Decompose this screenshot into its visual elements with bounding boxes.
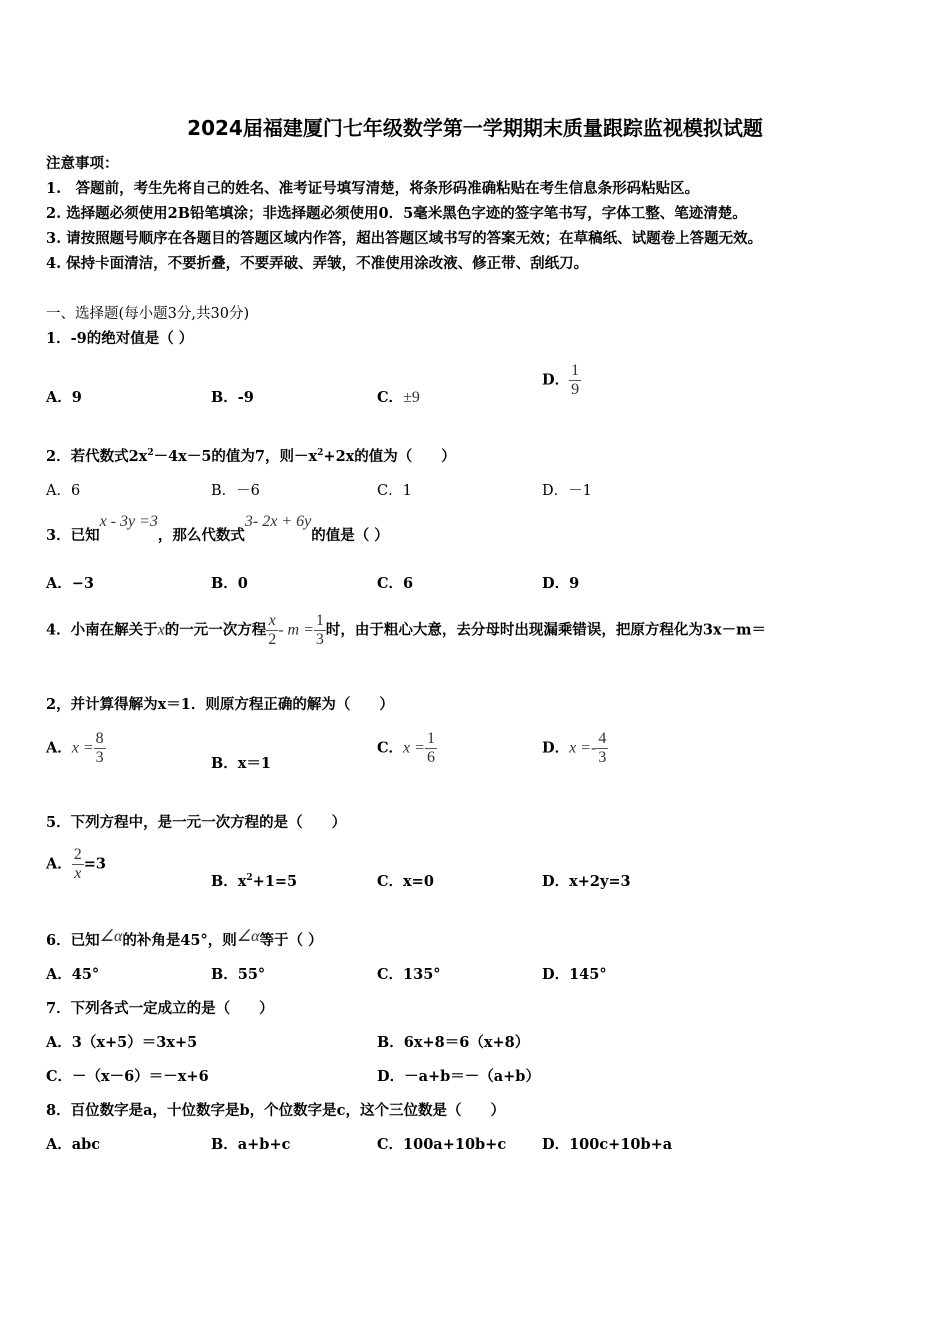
t: 2	[147, 448, 154, 459]
notice-heading: 注意事项：	[46, 155, 119, 172]
t: B．x	[211, 873, 247, 890]
t: =3	[83, 855, 107, 873]
q6-option-b: B．55°	[211, 966, 266, 983]
section-heading: 一、选择题(每小题3分,共30分)	[46, 306, 250, 322]
t: 的补角是45°，则	[122, 932, 237, 949]
q8-option-c: C．100a+10b+c	[377, 1136, 507, 1153]
q6-option-d: D．145°	[542, 966, 607, 983]
t: x =	[71, 739, 94, 757]
t: 2．若代数式2x	[46, 448, 148, 465]
fraction	[596, 730, 608, 767]
q6-stem	[46, 929, 323, 950]
denominator: 3	[315, 631, 324, 648]
q6-option-a: A．45°	[46, 966, 100, 983]
q7-stem: 7．下列各式一定成立的是（ ）	[46, 1000, 274, 1017]
t: 2	[246, 873, 253, 884]
denominator: 3	[598, 749, 607, 766]
t: 时，由于粗心大意，去分母时出现漏乘错误，把原方程化为3x－m＝	[325, 621, 766, 639]
q8-stem: 8．百位数字是a，十位数字是b，个位数字是c，这个三位数是（ ）	[46, 1102, 505, 1119]
q4-option-b: B．x＝1	[211, 755, 271, 772]
fraction	[266, 612, 278, 649]
numerator: 1	[315, 612, 324, 629]
numerator: 1	[571, 362, 580, 379]
q8-option-d: D．100c+10b+a	[542, 1136, 673, 1153]
t: x	[157, 621, 165, 639]
q3-option-d: D．9	[542, 575, 580, 592]
fraction	[425, 730, 437, 767]
t: - m =	[278, 621, 314, 639]
q3-option-a: A．−3	[46, 575, 94, 592]
t: 的值是（ ）	[311, 527, 389, 544]
math-expr: x - 3y =3	[99, 513, 158, 530]
math-expr: ∠α	[236, 928, 260, 945]
q4-stem	[46, 612, 766, 649]
numerator: x	[266, 612, 278, 631]
label: D．	[542, 371, 570, 389]
t: x =-	[569, 739, 597, 757]
t: +2x的值为（ ）	[323, 448, 456, 465]
denominator: 9	[571, 381, 580, 398]
t: 3．已知	[46, 527, 100, 544]
label: C．	[377, 739, 404, 757]
notice-item: 4. 保持卡面清洁，不要折叠，不要弄破、弄皱，不准使用涂改液、修正带、刮纸刀。	[46, 255, 589, 272]
q2-stem	[46, 445, 456, 466]
numerator: 2	[73, 846, 82, 863]
fraction	[72, 846, 84, 883]
numerator: 4	[598, 730, 607, 747]
q1-option-b: B．-9	[211, 389, 254, 406]
fraction	[569, 362, 581, 399]
numerator: 1	[426, 730, 435, 747]
q7-option-a: A．3（x+5）＝3x+5	[46, 1034, 198, 1051]
t: 6．已知	[46, 932, 100, 949]
q2-option-c: C．1	[377, 483, 412, 499]
label: A．	[46, 739, 72, 757]
q2-option-d: D．－1	[542, 483, 592, 499]
denominator: 6	[426, 749, 435, 766]
notice-item: 1. 答题前，考生先将自己的姓名、准考证号填写清楚，将条形码准确粘贴在考生信息条形码粘贴区。	[46, 180, 700, 197]
math-expr: 3- 2x + 6y	[244, 513, 312, 530]
denominator: x	[74, 865, 82, 882]
q1-option-a: A．9	[46, 389, 82, 406]
fraction	[314, 612, 326, 649]
t: ，那么代数式	[157, 527, 245, 544]
t: x =	[403, 739, 425, 757]
label: A．	[46, 855, 72, 873]
q3-option-c: C．6	[377, 575, 414, 592]
q5-stem: 5．下列方程中，是一元一次方程的是（ ）	[46, 814, 347, 831]
t: 的一元一次方程	[164, 621, 267, 639]
label: C．	[377, 389, 404, 406]
fraction	[94, 730, 106, 767]
q8-option-a: A．abc	[46, 1136, 101, 1153]
t: 4．小南在解关于	[46, 621, 158, 639]
q5-option-b	[211, 870, 297, 891]
t: 等于（ ）	[259, 932, 323, 949]
q7-option-d: D．－a+b＝－（a+b）	[377, 1068, 540, 1085]
q4-option-c	[377, 730, 437, 767]
q4-option-d	[542, 730, 608, 767]
t: +1=5	[252, 873, 298, 890]
q4-stem-line2: 2，并计算得解为x＝1．则原方程正确的解为（ ）	[46, 696, 394, 713]
q7-option-c: C．－（x－6）＝－x+6	[46, 1068, 209, 1085]
t: －4x－5的值为7，则－x	[153, 448, 318, 465]
q5-option-c: C．x=0	[377, 873, 434, 890]
denominator: 2	[268, 631, 277, 648]
q4-option-a	[46, 730, 106, 767]
value: ±9	[403, 389, 420, 406]
q6-option-c: C．135°	[377, 966, 441, 983]
q7-option-b: B．6x+8＝6（x+8）	[377, 1034, 530, 1051]
t: 2	[317, 448, 324, 459]
q1-stem: 1．-9的绝对值是（ ）	[46, 330, 194, 347]
denominator: 3	[95, 749, 104, 766]
q2-option-a: A．6	[46, 483, 81, 499]
q2-option-b: B．－6	[211, 483, 260, 499]
q8-option-b: B．a+b+c	[211, 1136, 291, 1153]
q3-stem	[46, 513, 389, 545]
numerator: 8	[95, 730, 104, 747]
q5-option-d: D．x+2y=3	[542, 873, 631, 890]
notice-item: 3. 请按照题号顺序在各题目的答题区域内作答，超出答题区域书写的答案无效；在草稿纸、试题卷上答题无效。	[46, 230, 763, 247]
q3-option-b: B．0	[211, 575, 248, 592]
label: D．	[542, 739, 570, 757]
page-title: 2024届福建厦门七年级数学第一学期期末质量跟踪监视模拟试题	[187, 116, 763, 140]
q1-option-d	[542, 362, 581, 399]
math-expr: ∠α	[99, 928, 123, 945]
notice-item: 2. 选择题必须使用2B铅笔填涂；非选择题必须使用0．5毫米黑色字迹的签字笔书写，字体工整、笔迹清楚。	[46, 205, 747, 222]
q1-option-c	[377, 386, 420, 407]
q5-option-a	[46, 846, 106, 883]
